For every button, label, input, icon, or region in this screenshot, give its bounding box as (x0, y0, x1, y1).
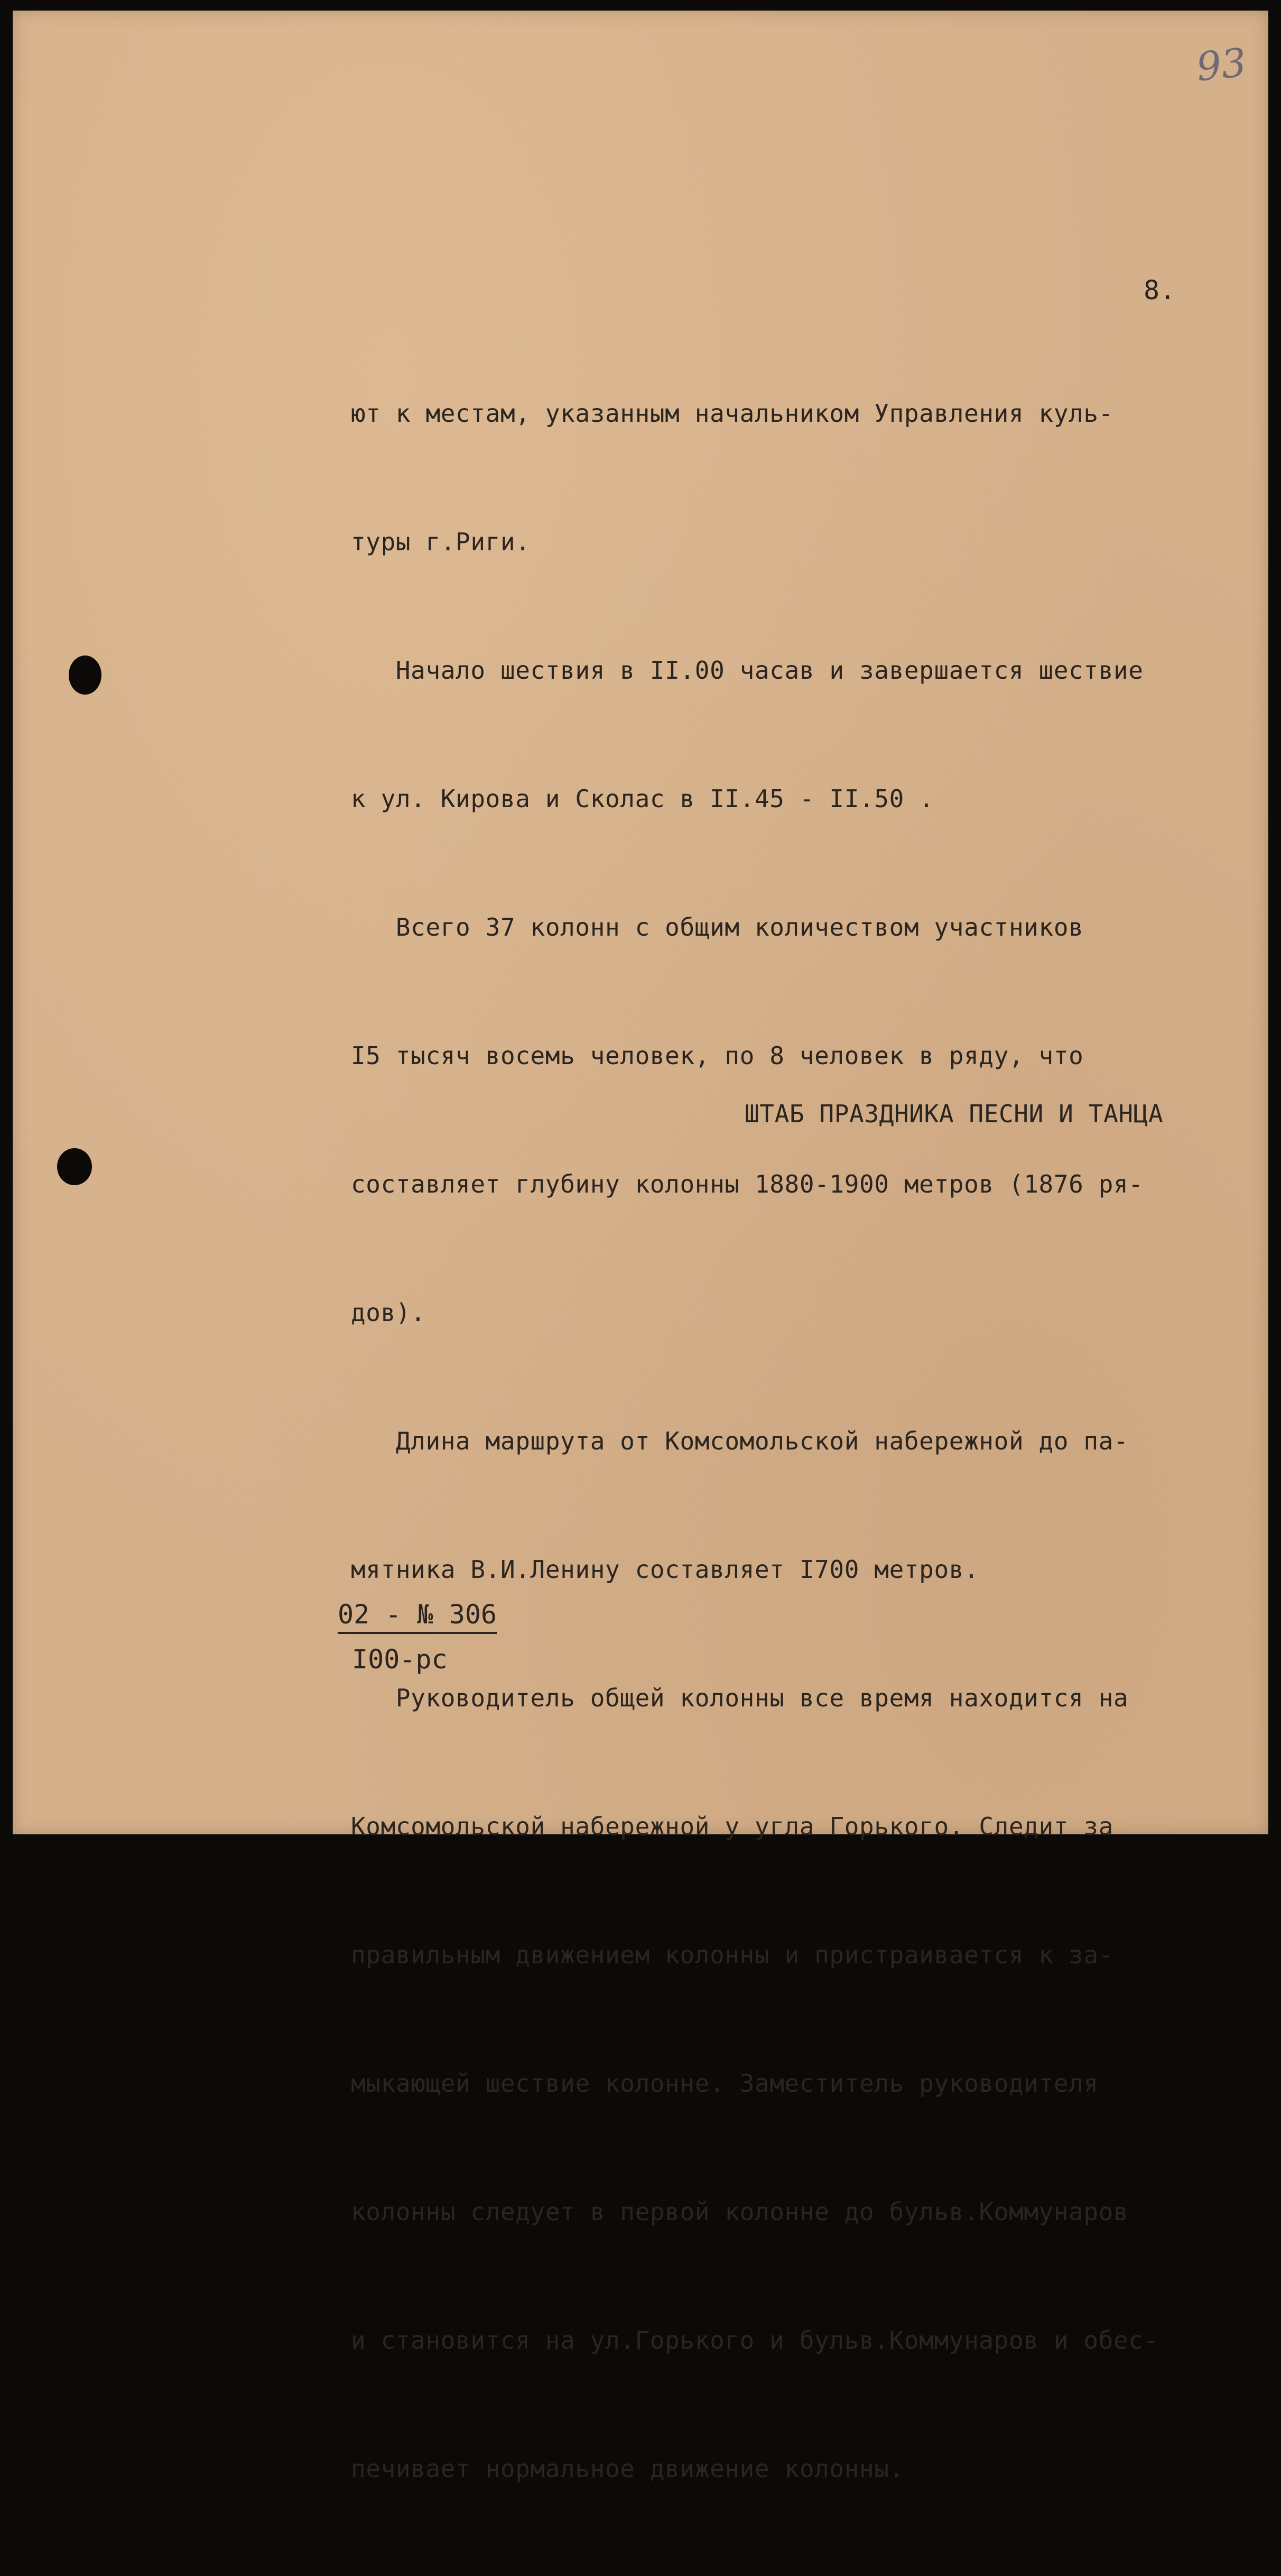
archive-page-number: 93 (1194, 40, 1249, 90)
body-line: Комсомольской набережной у угла Горького. Следит за (351, 1812, 1114, 1841)
body-line: ют к местам, указанным начальником Управления куль- (351, 399, 1114, 428)
body-line: Начало шествия в II.00 часав и завершается шествие (351, 656, 1144, 685)
punch-hole (57, 1148, 92, 1185)
body-text (351, 307, 1249, 2576)
document-page (13, 11, 1268, 2483)
signature-line: ШТАБ ПРАЗДНИКА ПЕСНИ И ТАНЦА (745, 1100, 1164, 1128)
body-line: дов). (351, 1298, 426, 1327)
copies-count: I00-рс (352, 1644, 448, 1675)
body-line: мыкающей шествие колонне. Заместитель руководителя (351, 2069, 1099, 2098)
body-line: Всего 37 колонн с общим количеством участников (351, 913, 1084, 941)
body-line: и становится на ул.Горького и бульв.Коммунаров и обес- (351, 2326, 1158, 2355)
body-line: к ул. Кирова и Сколас в II.45 - II.50 . (351, 784, 934, 813)
body-line: колонны следует в первой колонне до бульв.Коммунаров (351, 2198, 1129, 2226)
body-line: печивает нормальное движение колонны. (351, 2454, 904, 2483)
body-line: Длина маршрута от Комсомольской набережной до па- (351, 1427, 1129, 1455)
body-line: Руководитель общей колонны все время находится на (351, 1684, 1129, 1712)
body-line: мятника В.И.Ленину составляет I700 метров. (351, 1555, 979, 1584)
body-line: туры г.Риги. (351, 528, 531, 556)
body-line: I5 тысяч восемь человек, по 8 человек в ряду, что (351, 1041, 1084, 1070)
reference-number: 02 - № 306 (338, 1599, 497, 1634)
page-number: 8. (1144, 275, 1176, 306)
punch-hole (69, 655, 101, 695)
body-line: составляет глубину колонны 1880-1900 метров (1876 ря- (351, 1170, 1144, 1198)
body-line: правильным движением колонны и пристраивается к за- (351, 1941, 1114, 1969)
